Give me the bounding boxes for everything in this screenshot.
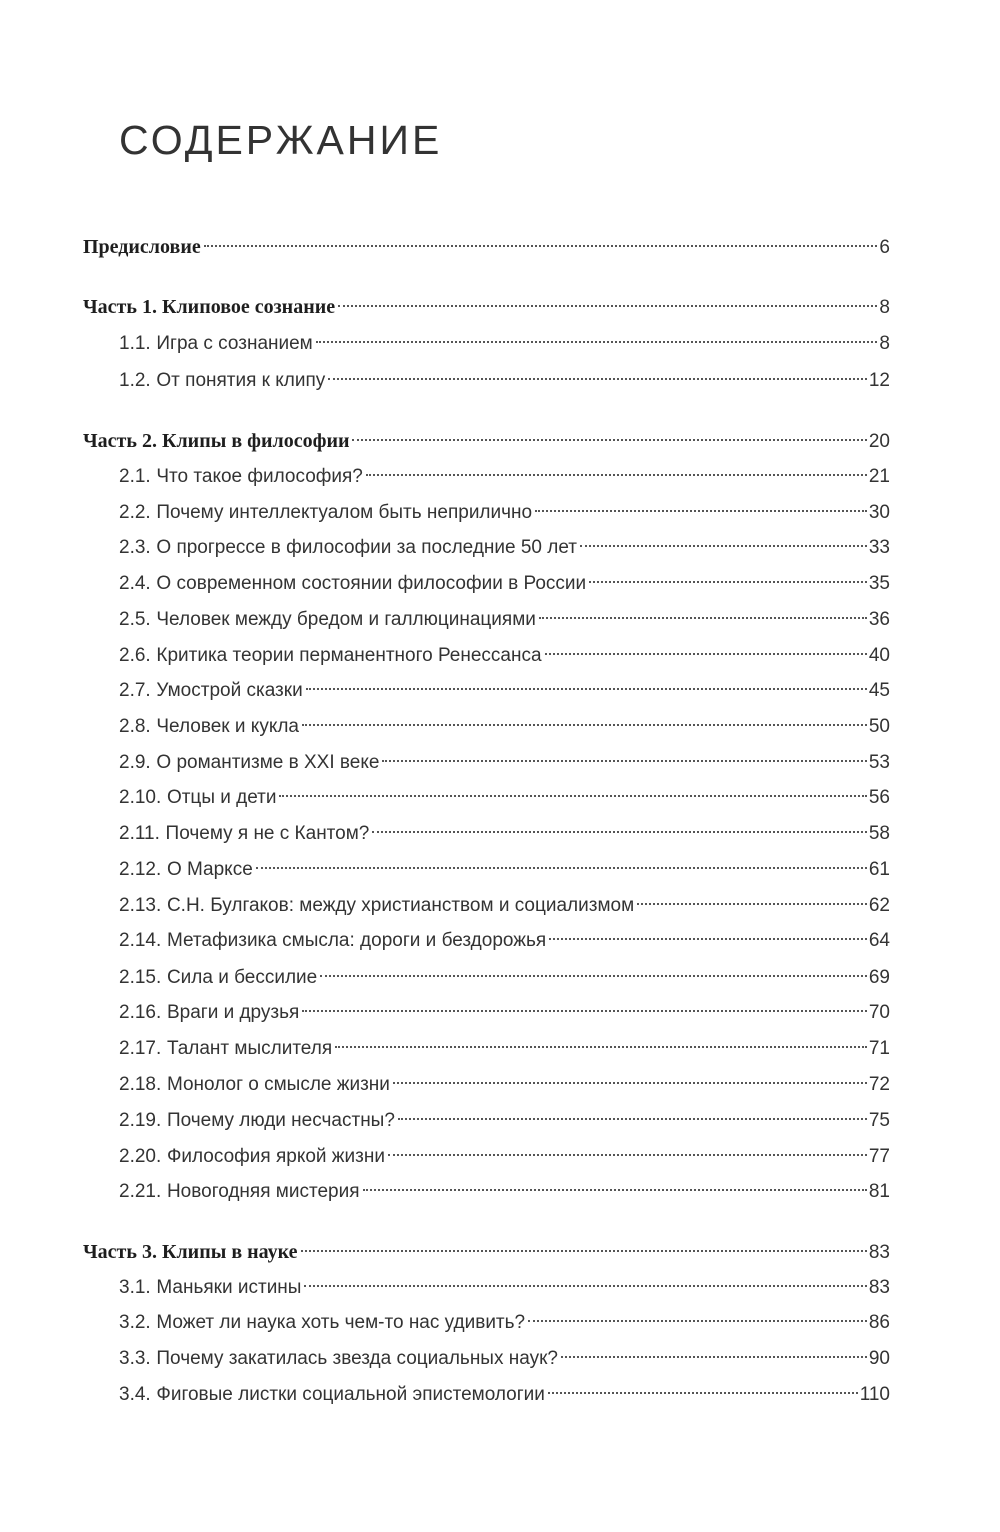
dot-leader	[393, 1082, 867, 1084]
toc-entry-title: С.Н. Булгаков: между христианством и социализмом	[166, 895, 635, 916]
toc-entry-title: Что такое философия?	[156, 466, 363, 487]
toc-entry-label	[119, 495, 532, 531]
toc-entry[interactable]	[119, 1305, 890, 1341]
dot-leader	[306, 688, 867, 690]
toc-page-number: 81	[868, 1181, 890, 1202]
toc-entry-number: 2.20.	[119, 1146, 162, 1167]
toc-page-number: 30	[868, 502, 890, 523]
dot-leader	[338, 305, 877, 307]
page-title: СОДЕРЖАНИЕ	[119, 117, 443, 163]
toc-entry[interactable]	[119, 1377, 890, 1413]
toc-entry-title: Метафизика смысла: дороги и бездорожья	[166, 930, 547, 951]
toc-entry-title: Почему люди несчастны?	[166, 1110, 395, 1131]
toc-entry-title: Маньяки истины	[156, 1277, 302, 1298]
toc-entry-number: 1.2.	[119, 370, 151, 391]
toc-entry-label	[119, 1341, 558, 1377]
toc-entry-title: От понятия к клипу	[156, 370, 326, 391]
toc-entry[interactable]	[119, 960, 890, 996]
dot-leader	[388, 1154, 867, 1156]
toc-entry-number: 2.7.	[119, 680, 151, 701]
toc-page-number: 50	[868, 716, 890, 737]
dot-leader	[335, 1046, 867, 1048]
toc-entry-number: 2.9.	[119, 752, 151, 773]
toc-entry-number: 2.13.	[119, 895, 162, 916]
toc-entry-label	[119, 960, 317, 996]
toc-entry-number: 2.5.	[119, 609, 151, 630]
toc-entry-label	[119, 1067, 390, 1103]
toc-entry-number: 2.8.	[119, 716, 151, 737]
toc-entry-number: 2.2.	[119, 502, 151, 523]
toc-page-number: 70	[868, 1002, 890, 1023]
toc-section-entry[interactable]	[83, 229, 890, 265]
dot-leader	[302, 724, 867, 726]
toc-entry-title: О Марксе	[166, 859, 253, 880]
toc-entry-title: Часть 3. Клипы в науке	[83, 1241, 298, 1263]
toc-entry-number: 3.2.	[119, 1312, 151, 1333]
toc-entry-title: Игра с сознанием	[156, 333, 313, 354]
dot-leader	[382, 760, 866, 762]
toc-entry[interactable]	[119, 780, 890, 816]
toc-entry[interactable]	[119, 638, 890, 674]
toc-page-number: 36	[868, 609, 890, 630]
toc-entry[interactable]	[119, 745, 890, 781]
toc-page-number: 58	[868, 823, 890, 844]
toc-page-number: 110	[859, 1384, 890, 1405]
toc-page-number: 33	[868, 537, 890, 558]
toc-entry-title: Человек между бредом и галлюцинациями	[156, 609, 536, 630]
toc-page-number: 35	[868, 573, 890, 594]
toc-entry-number: 2.4.	[119, 573, 151, 594]
toc-entry-title: Фиговые листки социальной эпистемологии	[156, 1384, 545, 1405]
toc-page-number: 56	[868, 787, 890, 808]
toc-page-number: 8	[879, 297, 890, 318]
toc-entry[interactable]	[119, 673, 890, 709]
toc-entry-number: 1.1.	[119, 333, 151, 354]
toc-entry-label	[119, 780, 276, 816]
toc-entry[interactable]	[119, 995, 890, 1031]
toc-page-number: 20	[868, 431, 890, 452]
toc-entry-label	[119, 638, 542, 674]
toc-entry-title: Предисловие	[83, 236, 201, 258]
toc-entry[interactable]	[119, 566, 890, 602]
toc-entry-label	[119, 1270, 301, 1306]
dot-leader	[279, 795, 866, 797]
toc-entry[interactable]	[119, 852, 890, 888]
toc-page-number: 21	[868, 466, 890, 487]
dot-leader	[352, 439, 866, 441]
dot-leader	[372, 831, 866, 833]
toc-entry[interactable]	[119, 816, 890, 852]
toc-entry-number: 2.16.	[119, 1002, 162, 1023]
toc-page-number: 71	[868, 1038, 890, 1059]
dot-leader	[535, 510, 867, 512]
toc-entry-title: О прогрессе в философии за последние 50 лет	[156, 537, 578, 558]
toc-page-number: 86	[868, 1312, 890, 1333]
toc-page-number: 69	[868, 967, 890, 988]
toc-entry-title: Человек и кукла	[156, 716, 299, 737]
toc-section-entry[interactable]	[83, 289, 890, 325]
toc-entry-label	[119, 888, 634, 924]
toc-entry[interactable]	[119, 1139, 890, 1175]
toc-entry-title: Отцы и дети	[166, 787, 277, 808]
toc-entry-title: Враги и друзья	[166, 1002, 300, 1023]
toc-entry-number: 2.17.	[119, 1038, 162, 1059]
toc-entry-label	[119, 363, 325, 399]
toc-entry-label	[119, 709, 299, 745]
toc-entry-label	[83, 1234, 298, 1270]
toc-section-entry[interactable]	[83, 1234, 890, 1270]
toc-entry-label	[119, 673, 303, 709]
dot-leader	[204, 245, 878, 247]
toc-entry[interactable]	[119, 923, 890, 959]
toc-page-number: 64	[868, 930, 890, 951]
dot-leader	[548, 1392, 858, 1394]
toc-entry-title: Критика теории перманентного Ренессанса	[156, 645, 542, 666]
toc-section-entry[interactable]	[83, 423, 890, 459]
toc-entry-label	[119, 816, 369, 852]
toc-entry-number: 2.21.	[119, 1181, 162, 1202]
toc-entry-title: Монолог о смысле жизни	[166, 1074, 390, 1095]
toc-entry-label	[83, 423, 349, 459]
toc-entry-title: Почему интеллектуалом быть неприлично	[156, 502, 533, 523]
toc-entry[interactable]	[119, 1031, 890, 1067]
toc-entry-number: 2.15.	[119, 967, 162, 988]
toc-entry-label	[119, 566, 586, 602]
dot-leader	[561, 1356, 867, 1358]
toc-entry-label	[119, 1174, 360, 1210]
toc-entry-number: 2.12.	[119, 859, 162, 880]
dot-leader	[301, 1250, 867, 1252]
dot-leader	[256, 867, 867, 869]
toc-entry-title: Талант мыслителя	[166, 1038, 333, 1059]
toc-entry[interactable]	[119, 602, 890, 638]
toc-entry-title: Философия яркой жизни	[166, 1146, 385, 1167]
toc-entry[interactable]	[119, 326, 890, 362]
toc-entry-label	[119, 995, 299, 1031]
toc-page-number: 90	[868, 1348, 890, 1369]
toc-entry-label	[119, 745, 379, 781]
toc-entry-title: Умострой сказки	[156, 680, 303, 701]
toc-page-number: 53	[868, 752, 890, 773]
toc-entry-label	[119, 852, 253, 888]
toc-entry-label	[119, 602, 536, 638]
toc-entry-title: Часть 2. Клипы в философии	[83, 430, 350, 452]
dot-leader	[320, 975, 867, 977]
toc-page-number: 61	[868, 859, 890, 880]
toc-page-number: 77	[868, 1146, 890, 1167]
toc-entry[interactable]	[119, 530, 890, 566]
toc-page-number: 83	[868, 1277, 890, 1298]
toc-entry[interactable]	[119, 363, 890, 399]
dot-leader	[304, 1285, 866, 1287]
toc-page-number: 6	[879, 237, 890, 258]
dot-leader	[302, 1010, 867, 1012]
dot-leader	[589, 581, 867, 583]
toc-entry-label	[83, 289, 335, 325]
toc-page-number: 72	[868, 1074, 890, 1095]
dot-leader	[580, 545, 867, 547]
dot-leader	[363, 1189, 867, 1191]
toc-entry-label	[119, 1031, 332, 1067]
toc-page-number: 12	[868, 370, 890, 391]
toc-entry-number: 2.11.	[119, 823, 160, 844]
toc-entry[interactable]	[119, 1174, 890, 1210]
toc-entry-number: 3.4.	[119, 1384, 151, 1405]
toc-entry-label	[83, 229, 201, 265]
dot-leader	[539, 617, 867, 619]
toc-entry-label	[119, 923, 546, 959]
toc-entry-number: 2.18.	[119, 1074, 162, 1095]
toc-entry-title: Почему закатилась звезда социальных наук?	[156, 1348, 558, 1369]
toc-entry-label	[119, 326, 313, 362]
toc-page-number: 62	[868, 895, 890, 916]
toc-entry-number: 2.14.	[119, 930, 162, 951]
toc-entry[interactable]	[119, 1270, 890, 1306]
toc-entry-number: 3.1.	[119, 1277, 151, 1298]
dot-leader	[545, 653, 867, 655]
toc-entry[interactable]	[119, 888, 890, 924]
dot-leader	[328, 378, 867, 380]
toc-entry[interactable]	[119, 1067, 890, 1103]
dot-leader	[366, 474, 867, 476]
toc-entry-number: 2.6.	[119, 645, 151, 666]
dot-leader	[316, 341, 878, 343]
toc-entry[interactable]	[119, 709, 890, 745]
toc-entry-label	[119, 530, 577, 566]
toc-entry-label	[119, 1139, 385, 1175]
toc-entry-number: 3.3.	[119, 1348, 151, 1369]
dot-leader	[549, 938, 867, 940]
toc-entry-title: Новогодняя мистерия	[166, 1181, 360, 1202]
toc-entry-title: Часть 1. Клиповое сознание	[83, 296, 336, 318]
toc-entry-label	[119, 459, 363, 495]
toc-entry-title: О современном состоянии философии в России	[156, 573, 587, 594]
toc-entry-title: О романтизме в XXI веке	[156, 752, 380, 773]
toc-page-number: 83	[868, 1242, 890, 1263]
toc-entry-label	[119, 1103, 395, 1139]
toc-entry-number: 2.3.	[119, 537, 151, 558]
toc-entry-number: 2.10.	[119, 787, 162, 808]
toc-entry[interactable]	[119, 1103, 890, 1139]
dot-leader	[528, 1320, 867, 1322]
toc-entry-number: 2.1.	[119, 466, 151, 487]
toc-entry-label	[119, 1377, 545, 1413]
dot-leader	[637, 903, 867, 905]
toc-entry[interactable]	[119, 459, 890, 495]
toc-entry[interactable]	[119, 1341, 890, 1377]
toc-entry-title: Почему я не с Кантом?	[165, 823, 370, 844]
toc-entry-title: Может ли наука хоть чем-то нас удивить?	[156, 1312, 526, 1333]
toc-entry-label	[119, 1305, 525, 1341]
toc-entry-title: Сила и бессилие	[166, 967, 318, 988]
toc-entry[interactable]	[119, 495, 890, 531]
toc-page-number: 45	[868, 680, 890, 701]
toc-entry-number: 2.19.	[119, 1110, 162, 1131]
dot-leader	[398, 1118, 867, 1120]
toc-page-number: 40	[868, 645, 890, 666]
toc-page-number: 8	[879, 333, 890, 354]
toc-page-number: 75	[868, 1110, 890, 1131]
